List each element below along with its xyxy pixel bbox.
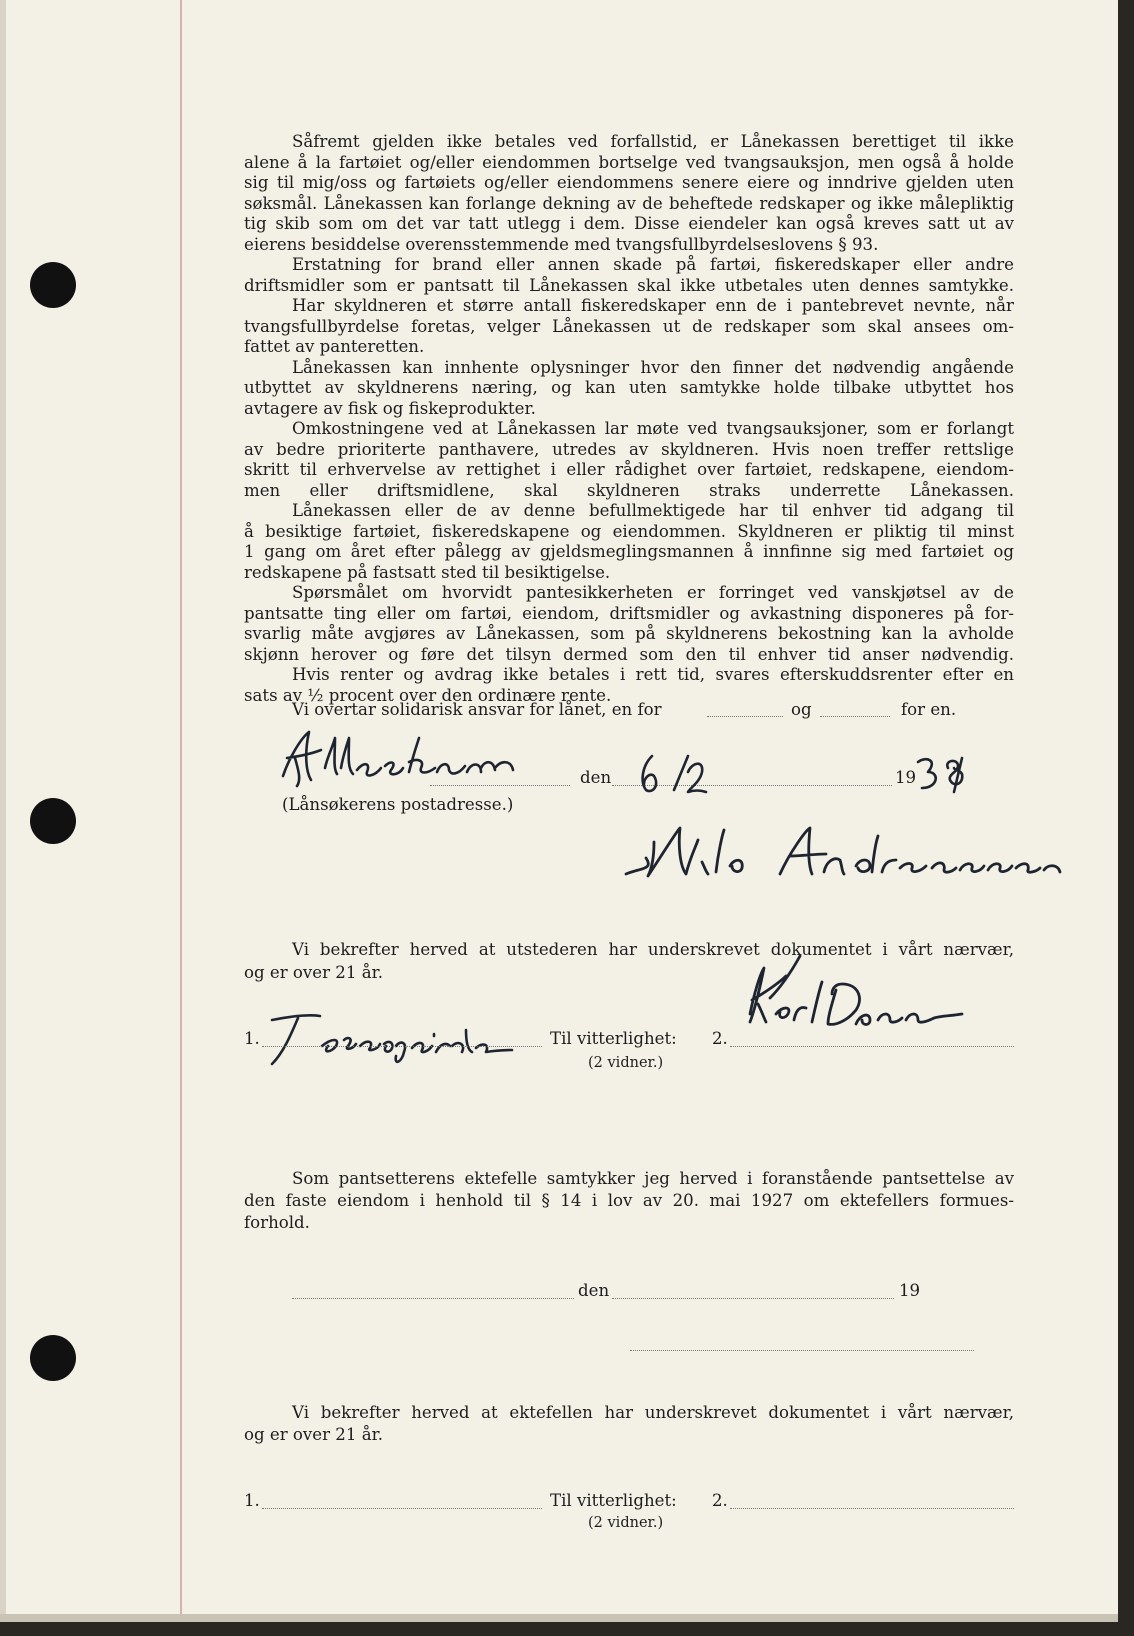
spouse-witness-1-number: 1. [244, 1491, 260, 1510]
page-edge-shadow [0, 0, 6, 1622]
page-bottom-edge [0, 1614, 1118, 1622]
body-line: sats av ½ procent over den ordinære rente. [244, 685, 612, 705]
spouse-place-dotted-line [292, 1298, 574, 1299]
body-line: utbyttet av skyldnerens næring, og kan uten samtykke holde tilbake utbyttet hos [244, 378, 1014, 397]
body-line: tig skib som om det var tatt utlegg i dem. Disse eiendeler kan også kreves satt ut av [244, 214, 1014, 233]
body-line: skjønn herover og føre det tilsyn dermed som den til enhver tid anser nødvendig. [244, 644, 1014, 664]
date-handwriting [636, 752, 706, 796]
spouse-witness-count-caption: (2 vidner.) [588, 1515, 664, 1531]
body-line: sig til mig/oss og fartøiets og/eller eiendommens senere eiere og inndrive gjelden uten [244, 173, 1014, 192]
body-line: driftsmidler som er pantsatt til Lånekassen skal ikke utbetales uten dennes samtykke. [244, 275, 1014, 295]
witness-statement-line-2: og er over 21 år. [244, 963, 383, 982]
spouse-signature-dotted-line [630, 1350, 974, 1351]
body-line: redskapene på fastsatt sted til besiktigelse. [244, 562, 611, 582]
body-line: 1 gang om året efter pålegg av gjeldsmeglingsmannen å innfinne sig med fartøiet og [244, 542, 1014, 561]
spouse-witness-1-dotted-line [262, 1508, 542, 1509]
body-line: avtagere av fisk og fiskeprodukter. [244, 398, 536, 418]
body-line: av bedre prioriterte panthavere, utredes av skyldneren. Hvis noen treffer rettslige [244, 439, 1014, 459]
spouse-witness-statement-line-2: og er over 21 år. [244, 1425, 383, 1444]
til-vitterlighet-label: Til vitterlighet: [550, 1029, 677, 1048]
body-line: søksmål. Lånekassen kan forlange dekning av de beheftede redskaper og ikke målepliktig [244, 193, 1014, 213]
witness-2-number: 2. [712, 1029, 728, 1048]
witness-1-dotted-line [262, 1046, 542, 1047]
spouse-witness-2-number: 2. [712, 1491, 728, 1510]
witness-2-signature [740, 954, 1000, 1062]
punch-hole-bottom [30, 1335, 76, 1381]
punch-hole-middle [30, 798, 76, 844]
solidarity-suffix: for en. [901, 700, 957, 719]
body-line: fattet av panteretten. [244, 337, 425, 356]
date-den-label: den [580, 768, 612, 787]
postal-address-caption: (Lånsøkerens postadresse.) [282, 795, 514, 814]
year-printed: 19 [895, 768, 917, 787]
witness-1-number: 1. [244, 1029, 260, 1048]
spouse-date-den-label: den [578, 1281, 610, 1300]
spouse-consent-line-2: den faste eiendom i henhold til § 14 i lov av 20. mai 1927 om ektefellers formues- [244, 1191, 1014, 1210]
solidarity-blank-1 [707, 716, 783, 717]
margin-rule [180, 0, 182, 1622]
punch-hole-top [30, 262, 76, 308]
body-line: å besiktige fartøiet, fiskeredskapene og eiendommen. Skyldneren er pliktig til minst [244, 521, 1014, 541]
witness-count-caption: (2 vidner.) [588, 1055, 664, 1071]
body-line: Har skyldneren et større antall fiskeredskaper enn de i pantebrevet nevnte, når [292, 296, 1014, 315]
spouse-witness-2-dotted-line [730, 1508, 1014, 1509]
place-handwriting [275, 728, 575, 790]
body-line: eierens besiddelse overensstemmende med tvangsfullbyrdelseslovens § 93. [244, 234, 879, 254]
body-line: alene å la fartøiet og/eller eiendommen bortselge ved tvangsauksjon, men også å holde [244, 152, 1014, 172]
body-line: men eller driftsmidlene, skal skyldneren straks underrette Lånekassen. [244, 480, 1014, 500]
solidarity-blank-2 [820, 716, 890, 717]
body-line: Såfremt gjelden ikke betales ved forfallstid, er Lånekassen berettiget til ikke [292, 132, 1014, 151]
witness-1-signature [262, 1012, 522, 1068]
body-line: pantsatte ting eller om fartøi, eiendom, driftsmidler og avkastning disponeres på for- [244, 603, 1014, 623]
spouse-til-vitterlighet-label: Til vitterlighet: [550, 1491, 677, 1510]
solidarity-og: og [791, 700, 812, 719]
spouse-year-printed: 19 [899, 1281, 921, 1300]
body-line: tvangsfullbyrdelse foretas, velger Lånekassen ut de redskaper som skal ansees om- [244, 316, 1014, 336]
body-line: Erstatning for brand eller annen skade på fartøi, fiskeredskaper eller andre [292, 255, 1014, 274]
spouse-date-dotted-line [612, 1298, 894, 1299]
body-line: Hvis renter og avdrag ikke betales i rett tid, svares efterskuddsrenter efter en [292, 665, 1014, 684]
borrower-signature [620, 822, 1080, 880]
spouse-consent-line-3: forhold. [244, 1213, 310, 1232]
body-line: Spørsmålet om hvorvidt pantesikkerheten er forringet ved vanskjøtsel av de [292, 583, 1014, 602]
witness-statement-line-1: Vi bekrefter herved at utstederen har underskrevet dokumentet i vårt nærvær, [292, 940, 1014, 959]
year-handwriting [914, 756, 970, 796]
body-line: Lånekassen eller de av denne befullmektigede har til enhver tid adgang til [292, 501, 1014, 520]
spouse-consent-line-1: Som pantsetterens ektefelle samtykker jeg herved i foranstående pantsettelse av [292, 1169, 1014, 1188]
solidarity-prefix: Vi overtar solidarisk ansvar for lånet, en for [292, 700, 662, 719]
body-line: Lånekassen kan innhente oplysninger hvor den finner det nødvendig angående [292, 357, 1014, 377]
body-line: skritt til erhvervelse av rettighet i eller rådighet over fartøiet, redskapene, eiendom- [244, 460, 1014, 479]
spouse-witness-statement-line-1: Vi bekrefter herved at ektefellen har underskrevet dokumentet i vårt nærvær, [292, 1403, 1014, 1422]
place-dotted-line [430, 785, 570, 786]
body-line: Omkostningene ved at Lånekassen lar møte ved tvangsauksjoner, som er forlangt [292, 419, 1014, 438]
body-line: svarlig måte avgjøres av Lånekassen, som på skyldnerens bekostning kan la avholde [244, 624, 1014, 643]
